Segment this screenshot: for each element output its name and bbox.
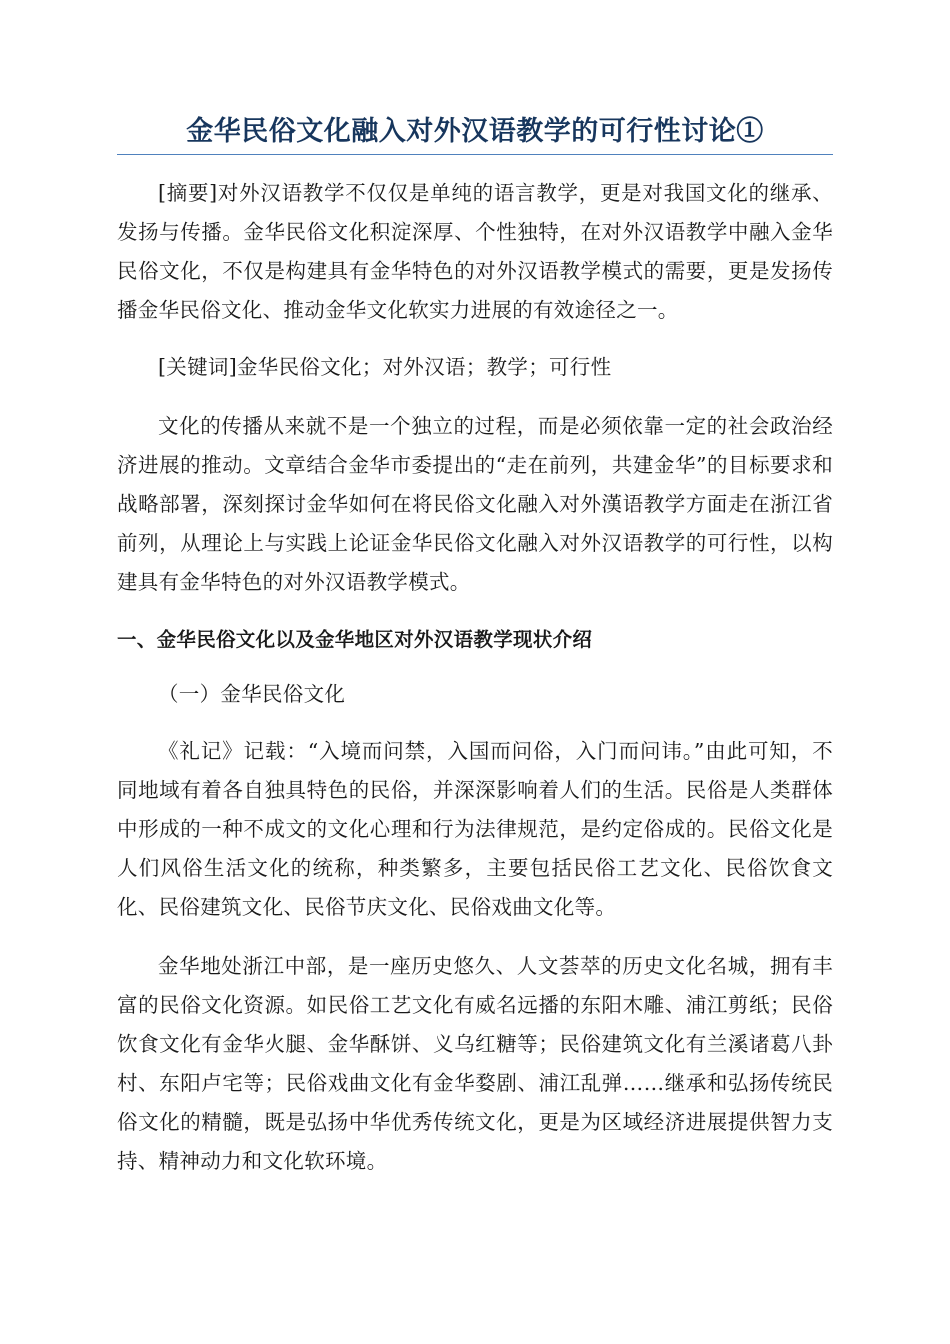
section-heading: 一、金华民俗文化以及金华地区对外汉语教学现状介绍: [117, 628, 593, 651]
intro-paragraph: 文化的传播从来就不是一个独立的过程，而是必须依靠一定的社会政治经济进展的推动。文章结合金华市委提出的“走在前列，共建金华”的目标要求和战略部署，深刻探讨金华如何在将民俗文化融入对外漢语教学方面走在浙江省前列，从理论上与实践上论证金华民俗文化融入对外汉语教学的可行性，以构建具有金华特色的对外汉语教学模式。: [117, 414, 833, 594]
body-paragraph: 金华地处浙江中部，是一座历史悠久、人文荟萃的历史文化名城，拥有丰富的民俗文化资源。如民俗工艺文化有威名远播的东阳木雕、浦江剪纸；民俗饮食文化有金华火腿、金华酥饼、义乌红糖等；民俗建筑文化有兰溪诸葛八卦村、东阳卢宅等；民俗戏曲文化有金华婺剧、浦江乱弹……继承和弘扬传统民俗文化的精髓，既是弘扬中华优秀传统文化，更是为区域经济进展提供智力支持、精神动力和文化软环境。: [117, 954, 833, 1173]
subsection-heading: （一）金华民俗文化: [158, 682, 346, 706]
abstract-paragraph: [摘要]对外汉语教学不仅仅是单纯的语言教学，更是对我国文化的继承、发扬与传播。金华民俗文化积淀深厚、个性独特，在对外汉语教学中融入金华民俗文化，不仅是构建具有金华特色的对外汉语教学模式的需要，更是发扬传播金华民俗文化、推动金华文化软实力进展的有效途径之一。: [117, 181, 833, 322]
document-page: [117, 112, 833, 1181]
document-title: 金华民俗文化融入对外汉语教学的可行性讨论①: [117, 112, 833, 155]
keywords-paragraph: [关键词]金华民俗文化；对外汉语；教学；可行性: [158, 355, 612, 379]
body-paragraph: 《礼记》记载：“入境而问禁，入国而问俗，入门而问讳。”由此可知，不同地域有着各自独具特色的民俗，并深深影响着人们的生活。民俗是人类群体中形成的一种不成文的文化心理和行为法律规范，是约定俗成的。民俗文化是人们风俗生活文化的统称，种类繁多，主要包括民俗工艺文化、民俗饮食文化、民俗建筑文化、民俗节庆文化、民俗戏曲文化等。: [117, 739, 833, 919]
